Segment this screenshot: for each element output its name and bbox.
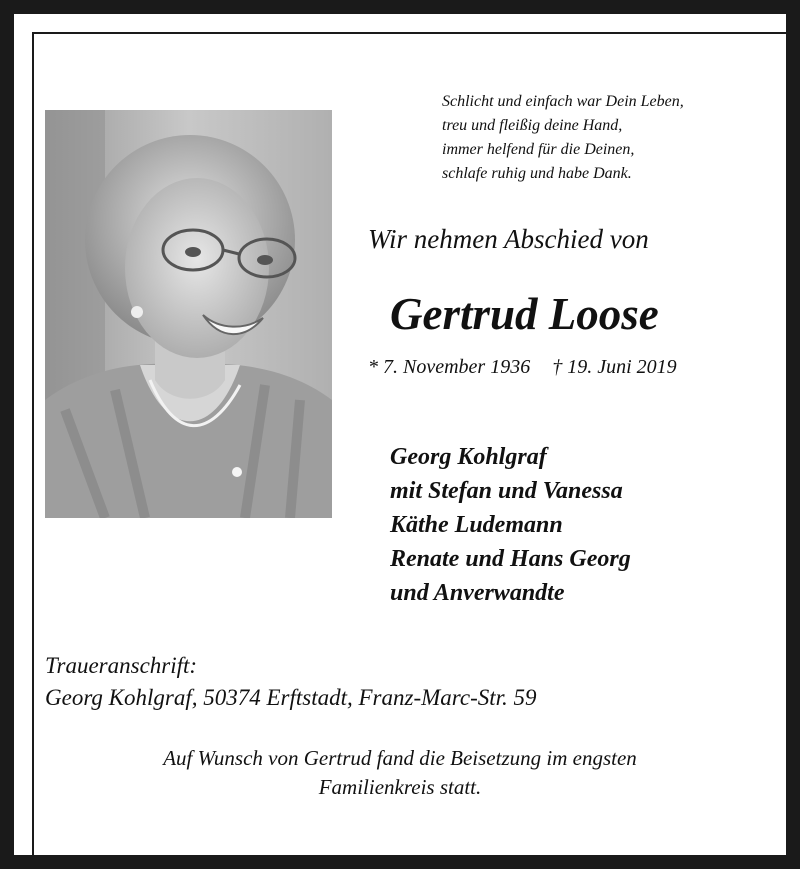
mourner-line: Renate und Hans Georg xyxy=(390,546,631,572)
notice-line: Familienkreis statt. xyxy=(318,775,482,799)
mourner-line: Käthe Ludemann xyxy=(390,512,563,538)
life-dates xyxy=(368,356,677,379)
address-value: Georg Kohlgraf, 50374 Erftstadt, Franz-Marc-Str. 59 xyxy=(45,685,537,710)
mourners-list xyxy=(390,440,631,610)
address-label: Traueranschrift: xyxy=(45,653,198,678)
poem-line: Schlicht und einfach war Dein Leben, xyxy=(442,93,684,110)
mourner-line: mit Stefan und Vanessa xyxy=(390,478,623,504)
mourning-address xyxy=(45,650,537,714)
poem-line: immer helfend für die Deinen, xyxy=(442,141,635,158)
mourner-line: und Anverwandte xyxy=(390,580,565,606)
poem-line: schlafe ruhig und habe Dank. xyxy=(442,165,632,182)
death-date: † 19. Juni 2019 xyxy=(552,356,677,378)
poem-block xyxy=(442,90,772,186)
birth-date: * 7. November 1936 xyxy=(368,356,531,378)
portrait-photo xyxy=(45,110,332,518)
burial-notice xyxy=(60,744,740,802)
poem-line: treu und fleißig deine Hand, xyxy=(442,117,623,134)
deceased-name: Gertrud Loose xyxy=(390,289,659,339)
farewell-heading: Wir nehmen Abschied von xyxy=(368,224,649,254)
mourner-line: Georg Kohlgraf xyxy=(390,444,547,470)
notice-line: Auf Wunsch von Gertrud fand die Beisetzung im engsten xyxy=(163,746,637,770)
